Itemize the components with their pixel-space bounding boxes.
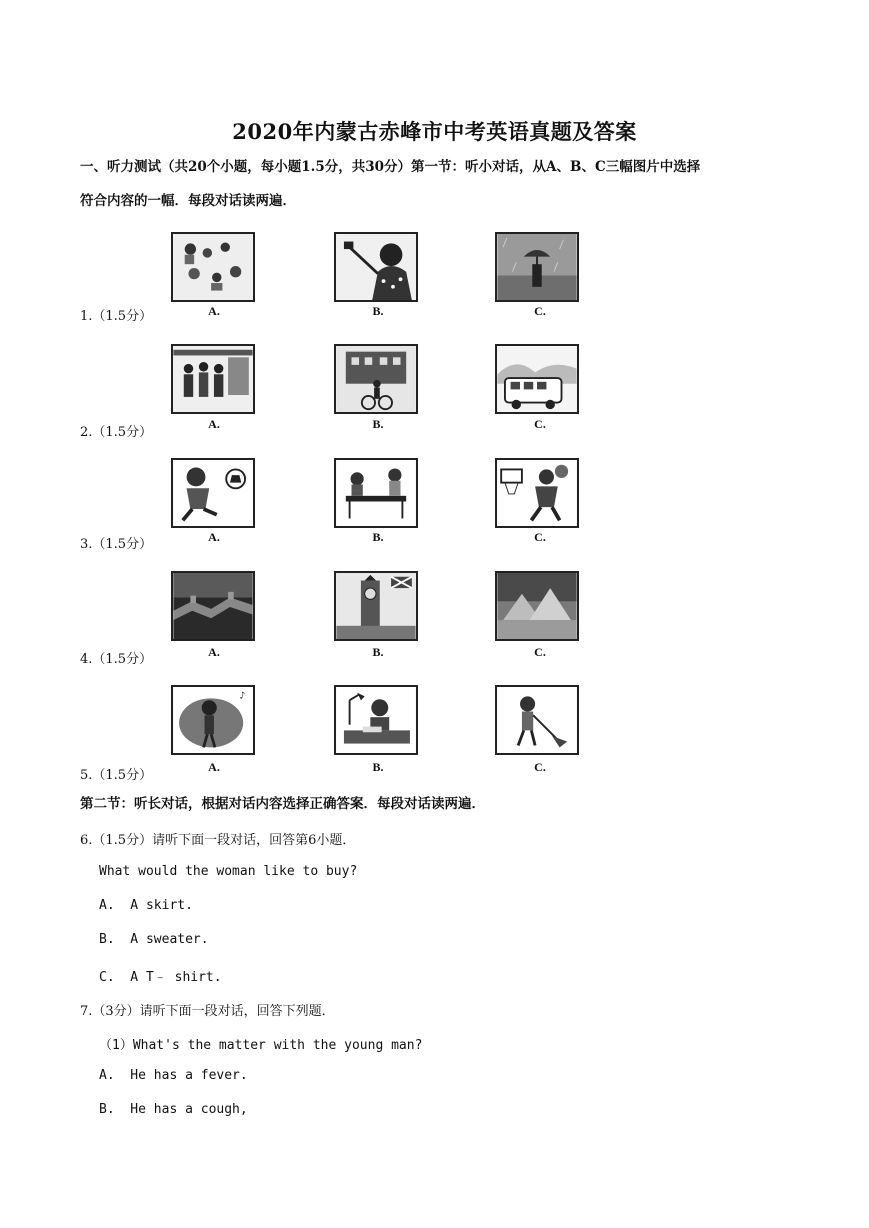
option-c-label: C. xyxy=(534,417,546,431)
q6-label: 6.（1.5分）请听下面一段对话，回答第6小题． xyxy=(80,833,356,848)
option-a-label: A. xyxy=(208,417,220,431)
big-ben-icon[interactable] xyxy=(334,571,418,641)
q7-sub1-question: （1）What's the matter with the young man? xyxy=(99,1038,423,1053)
option-c-label: C. xyxy=(534,304,546,318)
question-label: 4.（1.5分） xyxy=(80,652,153,667)
pyramids-icon[interactable] xyxy=(495,571,579,641)
q7-label: 7.（3分）请听下面一段对话，回答下列题． xyxy=(80,1004,335,1019)
section1-header-line1: 一、听力测试（共20个小题，每小题1.5分，共30分）第一节：听小对话，从A、B、C三幅图片中选择 xyxy=(80,159,701,175)
basketball-player-icon[interactable] xyxy=(495,458,579,528)
option-a-label: A. xyxy=(208,304,220,318)
option-b-label: B. xyxy=(372,645,384,659)
option-b-label: B. xyxy=(372,304,384,318)
option-b-label: B. xyxy=(372,530,384,544)
q6-option-b[interactable]: B. A sweater. xyxy=(99,932,209,947)
people-walking-icon[interactable] xyxy=(171,344,255,414)
crowd-scene-icon[interactable] xyxy=(171,232,255,302)
q7-option-a[interactable]: A. He has a fever. xyxy=(99,1068,248,1083)
q6-option-c[interactable]: C. A T﹣ shirt. xyxy=(99,970,222,985)
option-b-label: B. xyxy=(372,417,384,431)
svg-text:♪: ♪ xyxy=(239,690,246,702)
question-label: 5.（1.5分） xyxy=(80,768,153,783)
woman-selfie-icon[interactable] xyxy=(334,232,418,302)
option-c-label: C. xyxy=(534,760,546,774)
question-label: 1.（1.5分） xyxy=(80,309,153,324)
page-title: 2020年内蒙古赤峰市中考英语真题及答案 xyxy=(232,119,637,144)
person-in-rain-icon[interactable] xyxy=(495,232,579,302)
street-cyclist-icon[interactable] xyxy=(334,344,418,414)
question-label: 3.（1.5分） xyxy=(80,537,153,552)
option-c-label: C. xyxy=(534,645,546,659)
singing-boy-icon[interactable] xyxy=(171,685,255,755)
bus-icon[interactable] xyxy=(495,344,579,414)
boy-sweeping-icon[interactable] xyxy=(495,685,579,755)
q7-option-b[interactable]: B. He has a cough, xyxy=(99,1102,248,1117)
boy-studying-icon[interactable] xyxy=(334,685,418,755)
q6-question: What would the woman like to buy? xyxy=(99,864,358,879)
option-b-label: B. xyxy=(372,760,384,774)
q6-option-a[interactable]: A. A skirt. xyxy=(99,898,193,913)
question-label: 2.（1.5分） xyxy=(80,425,153,440)
table-tennis-icon[interactable] xyxy=(334,458,418,528)
section2-header: 第二节：听长对话，根据对话内容选择正确答案．每段对话读两遍． xyxy=(80,796,485,812)
option-a-label: A. xyxy=(208,645,220,659)
soccer-player-icon[interactable] xyxy=(171,458,255,528)
section1-header-line2: 符合内容的一幅．每段对话读两遍． xyxy=(80,193,296,209)
option-a-label: A. xyxy=(208,530,220,544)
great-wall-icon[interactable] xyxy=(171,571,255,641)
option-c-label: C. xyxy=(534,530,546,544)
option-a-label: A. xyxy=(208,760,220,774)
